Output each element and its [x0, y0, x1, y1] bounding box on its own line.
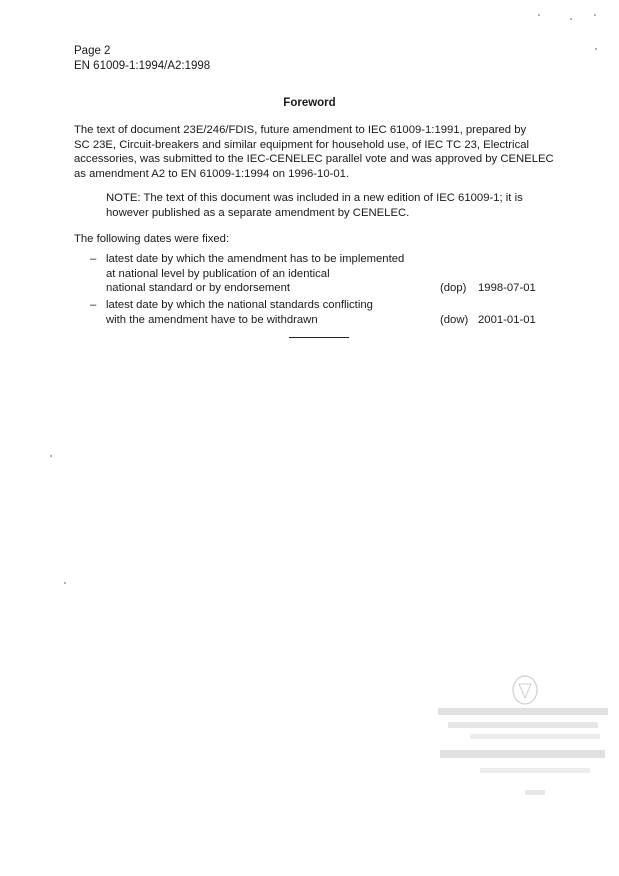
date-code: (dop) — [440, 282, 467, 294]
scan-speck — [50, 455, 52, 457]
document-reference: EN 61009-1:1994/A2:1998 — [74, 60, 211, 72]
page-number: Page 2 — [74, 45, 111, 57]
date-value: 2001-01-01 — [478, 313, 536, 326]
list-dash: – — [90, 299, 97, 311]
date-item-dop — [90, 252, 560, 298]
scan-speck — [595, 48, 597, 50]
foreword-paragraph — [74, 123, 568, 181]
scan-speck — [64, 582, 66, 584]
scan-speck — [538, 14, 540, 16]
scan-speck — [570, 18, 572, 20]
page-header — [74, 44, 210, 74]
date-code: (dow) — [440, 313, 469, 326]
list-dash: – — [90, 253, 97, 265]
note-line: however published as a separate amendment by CENELEC. — [106, 206, 410, 219]
paragraph-line: SC 23E, Circuit-breakers and similar equipment for household use, of IEC TC 23, Electrical — [74, 138, 530, 151]
paragraph-line: accessories, was submitted to the IEC-CENELEC parallel vote and was approved by CENELEC — [74, 153, 554, 166]
date-item-text: latest date by which the amendment has to be implemented at national level by publication of an identical national standard or by endorsement — [106, 253, 405, 295]
date-item-dow — [90, 298, 560, 330]
paragraph-line: as amendment A2 to EN 61009-1:1994 on 1996-10-01. — [74, 167, 350, 180]
end-rule — [289, 337, 349, 338]
scan-speck — [594, 14, 596, 16]
faded-stamp-graphic — [430, 672, 610, 802]
dates-intro: The following dates were fixed: — [74, 233, 230, 245]
date-value: 1998-07-01 — [478, 282, 536, 294]
date-item-text: latest date by which the national standards conflicting with the amendment have to be withdrawn — [106, 299, 373, 326]
note-paragraph — [106, 191, 568, 220]
paragraph-line: The text of document 23E/246/FDIS, future amendment to IEC 61009-1:1991, prepared by — [74, 124, 527, 136]
section-title: Foreword — [283, 97, 336, 109]
note-line: NOTE: The text of this document was included in a new edition of IEC 61009-1; it is — [106, 192, 523, 204]
